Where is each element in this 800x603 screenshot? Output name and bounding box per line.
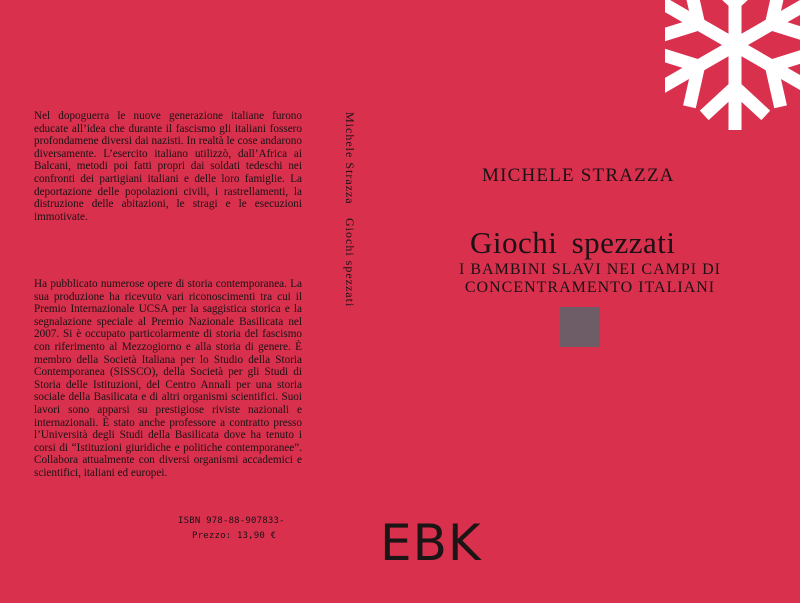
front-cover-subtitle: I BAMBINI SLAVI NEI CAMPI DI CONCENTRAMENTO ITALIANI — [459, 261, 721, 296]
snowflake-icon — [665, 0, 800, 130]
publisher-logo: EBK — [380, 514, 482, 572]
spine-author: Michele Strazza — [343, 112, 357, 205]
front-cover-author: MICHELE STRAZZA — [482, 165, 675, 186]
price-label: Prezzo: 13,90 € — [192, 531, 277, 541]
decorative-square — [560, 307, 600, 347]
front-cover-title: Giochi spezzati — [470, 225, 676, 260]
author-biography: Ha pubblicato numerose opere di storia contemporanea. La sua produzione ha ricevuto vari riconoscimenti tra cui il Premio Internazionale UCSA per la saggistica storica e la segnalazione speciale al Premio Nazionale Basilicata nel 2007. Si è occupato particolarmente di storia del fascismo con riferimento al Mezzogiorno e alla storia di genere. È membro della Società Italiana per lo Studio della Storia Contemporanea (SISSCO), della Società per gli Studi di Storia delle Istituzioni, del Centro Annali per una storia sociale della Basilicata e di altri organismi scientifici. Suoi lavori sono apparsi su prestigiose riviste nazionali e internazionali. È stato anche professore a contratto presso l’Università degli Studi della Basilicata dove ha tenuto i corsi di “Istituzioni giuridiche e politiche contemporanee”. Collabora attualmente con diversi organismi accademici e scientifici, italiani ed europei. — [34, 278, 302, 479]
isbn-code: ISBN 978-88-907833- — [178, 516, 285, 526]
spine-title: Giochi spezzati — [343, 218, 357, 308]
back-cover-blurb: Nel dopoguerra le nuove generazione italiane furono educate all’idea che durante il fascismo gli italiani fossero profondamene diversi dai nazisti. In realtà le cose andarono diversamente. L’esercito italiano utilizzò, dall’Africa ai Balcani, metodi poi fatti propri dai soldati tedeschi nei confronti dei partigiani italiani e delle loro famiglie. La deportazione delle popolazioni civili, i rastrellamenti, la distruzione delle abitazioni, le stragi e le esecuzioni immotivate. — [34, 110, 302, 223]
